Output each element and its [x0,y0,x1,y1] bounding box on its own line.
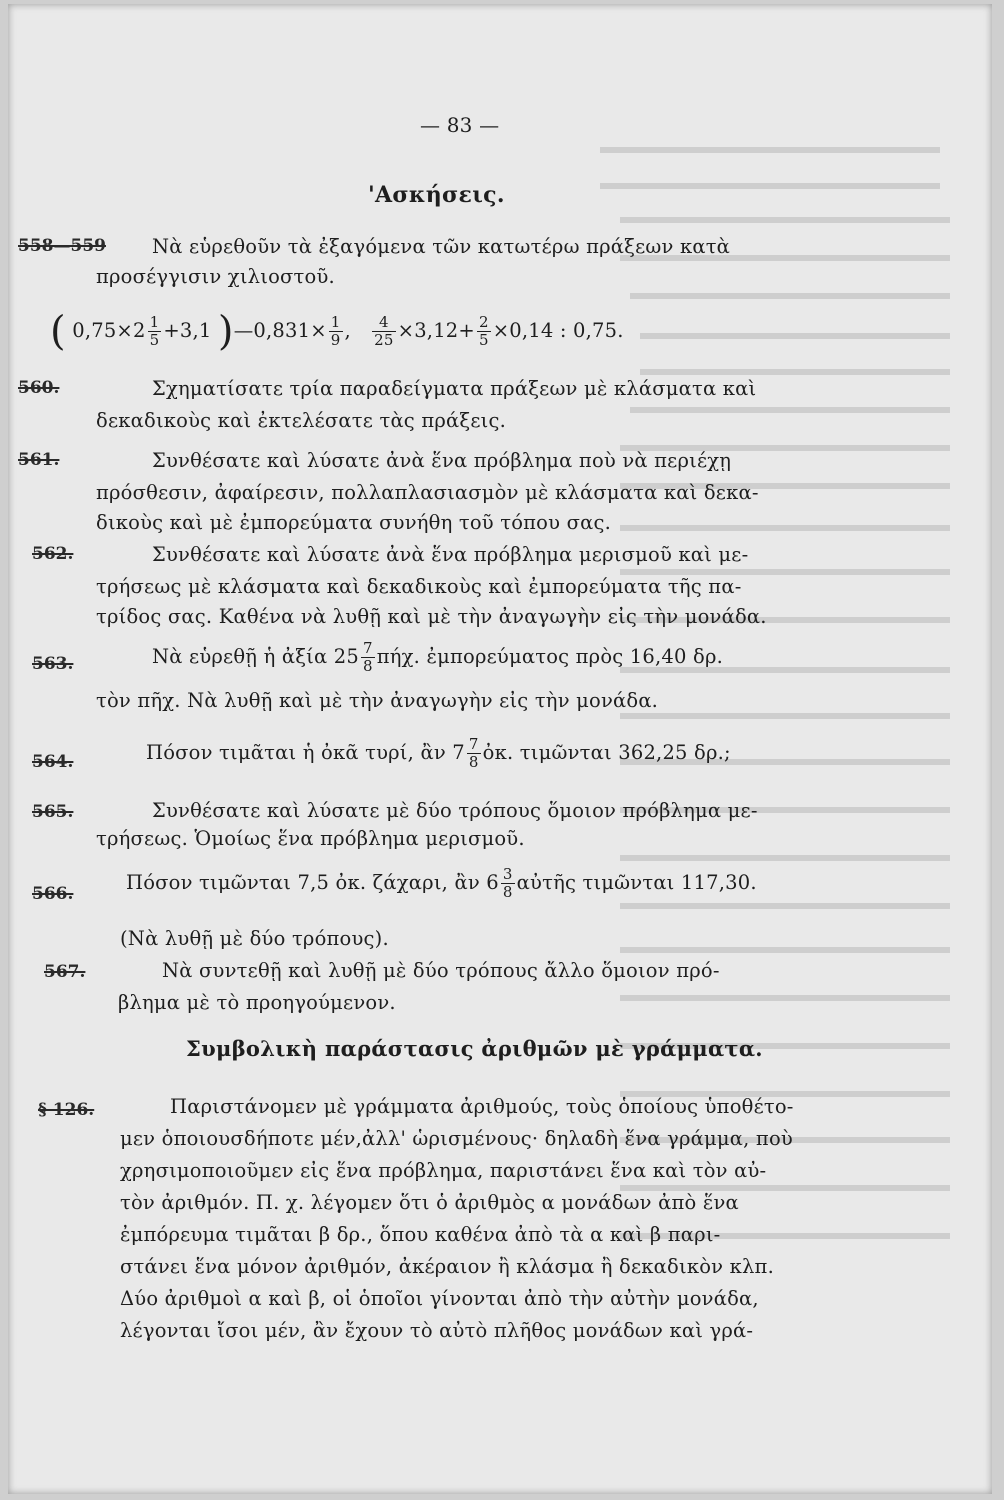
formula-term: 0,75×2 [72,319,146,342]
section-text: τὸν ἀριθμόν. Π. χ. λέγομεν ὅτι ὁ ἀριθμὸς α μονάδων ἀπὸ ἕνα [120,1191,739,1214]
exercise-text: Νὰ συντεθῇ καὶ λυθῇ μὲ δύο τρόπους ἄλλο ὅμοιον πρό- [162,959,720,982]
formula-term: +3,1 [163,319,212,342]
subsection-title: Συμβολικὴ παράστασις ἀριθμῶν μὲ γράμματα. [186,1036,763,1061]
page-number: — 83 — [420,113,500,137]
exercise-text: δικοὺς καὶ μὲ ἐμπορεύματα συνήθη τοῦ τόπου σας. [96,511,611,534]
exercise-text: τὸν πῆχ. Νὰ λυθῇ καὶ μὲ τὴν ἀναγωγὴν εἰς τὴν μονάδα. [96,689,659,712]
fraction: $\frac{1}{9}$ [330,313,341,349]
exercise-number: 565. [32,802,74,822]
exercise-number: 562. [32,544,74,564]
section-text: λέγονται ἴσοι μέν, ἂν ἔχουν τὸ αὐτὸ πλῆθος μονάδων καὶ γρά- [120,1319,754,1342]
exercise-text: Πόσον τιμᾶται ἡ ὀκᾶ τυρί, ἂν 7 $\frac{7}{8}$ ὀκ. τιμῶνται 362,25 δρ.; [146,735,731,771]
exercise-number: 566. [32,884,74,904]
exercise-text: Σχηματίσατε τρία παραδείγματα πράξεων μὲ κλάσματα καὶ [152,377,757,400]
section-title: 'Ασκήσεις. [368,182,505,208]
formula-term: ×0,14 : 0,75. [492,319,624,342]
section-text: Δύο ἀριθμοὶ α καὶ β, οἱ ὁποῖοι γίνονται ἀπὸ τὴν αὐτὴν μονάδα, [120,1287,759,1310]
fraction: $\frac{7}{8}$ [468,735,479,771]
fraction: $\frac{1}{5}$ [149,313,160,349]
exercise-text: Συνθέσατε καὶ λύσατε ἀνὰ ἕνα πρόβλημα ποὺ νὰ περιέχῃ [152,449,732,472]
exercise-number: 564. [32,752,74,772]
section-number: § 126. [38,1100,95,1120]
exercise-text: Πόσον τιμῶνται 7,5 ὀκ. ζάχαρι, ἂν 6 $\frac{3}{8}$ αὐτῆς τιμῶνται 117,30. [126,865,757,901]
exercise-text: τρήσεως μὲ κλάσματα καὶ δεκαδικοὺς καὶ ἐμπορεύματα τῆς πα- [96,575,742,598]
exercise-text: δεκαδικοὺς καὶ ἐκτελέσατε τὰς πράξεις. [96,409,506,432]
exercise-number: 558—559 [18,236,106,256]
formula-term: ×3,12+ [397,319,475,342]
exercise-text: (Νὰ λυθῇ μὲ δύο τρόπους). [120,927,389,950]
fraction: $\frac{4}{25}$ [374,313,394,349]
section-text: Παριστάνομεν μὲ γράμματα ἀριθμούς, τοὺς ὁποίους ὑποθέτο- [170,1095,794,1118]
fraction: $\frac{7}{8}$ [363,639,373,675]
exercise-text: τρίδος σας. Καθένα νὰ λυθῇ καὶ μὲ τὴν ἀναγωγὴν εἰς τὴν μονάδα. [96,605,767,628]
fraction: $\frac{3}{8}$ [502,865,513,901]
section-text: στάνει ἕνα μόνον ἀριθμόν, ἀκέραιον ἢ κλάσμα ἢ δεκαδικὸν κλπ. [120,1255,774,1278]
exercise-text: βλημα μὲ τὸ προηγούμενον. [118,991,396,1014]
exercise-text: Συνθέσατε καὶ λύσατε ἀνὰ ἕνα πρόβλημα μερισμοῦ καὶ με- [152,543,749,566]
exercise-text: πρόσθεσιν, ἀφαίρεσιν, πολλαπλασιασμὸν μὲ κλάσματα καὶ δεκα- [96,481,759,504]
section-text: χρησιμοποιοῦμεν εἰς ἕνα πρόβλημα, παριστάνει ἕνα καὶ τὸν αὐ- [120,1159,767,1182]
exercise-text: προσέγγισιν χιλιοστοῦ. [96,265,335,288]
exercise-text: Νὰ εὑρεθοῦν τὰ ἐξαγόμενα τῶν κατωτέρω πράξεων κατὰ [152,235,731,258]
exercise-text: Νὰ εὑρεθῇ ἡ ἀξία 25 $\frac{7}{8}$ πήχ. ἐμπορεύματος πρὸς 16,40 δρ. [152,639,724,675]
formula-line [50,308,624,355]
exercise-number: 560. [18,378,60,398]
close-paren: ) [217,308,234,355]
exercise-number: 561. [18,450,60,470]
open-paren: ( [50,308,66,355]
exercise-text: Συνθέσατε καὶ λύσατε μὲ δύο τρόπους ὅμοιον πρόβλημα με- [152,799,758,822]
fraction: $\frac{2}{5}$ [478,313,489,349]
section-text: ἐμπόρευμα τιμᾶται β δρ., ὅπου καθένα ἀπὸ τὰ α καὶ β παρι- [120,1223,721,1246]
exercise-number: 567. [44,962,86,982]
formula-term: —0,831× [233,319,327,342]
formula-term: , [344,319,351,342]
exercise-number: 563. [32,654,74,674]
exercise-text: τρήσεως. Ὁμοίως ἕνα πρόβλημα μερισμοῦ. [96,827,525,850]
section-text: μεν ὁποιουσδήποτε μέν,ἀλλ' ὡρισμένους· δηλαδὴ ἕνα γράμμα, ποὺ [120,1127,793,1150]
